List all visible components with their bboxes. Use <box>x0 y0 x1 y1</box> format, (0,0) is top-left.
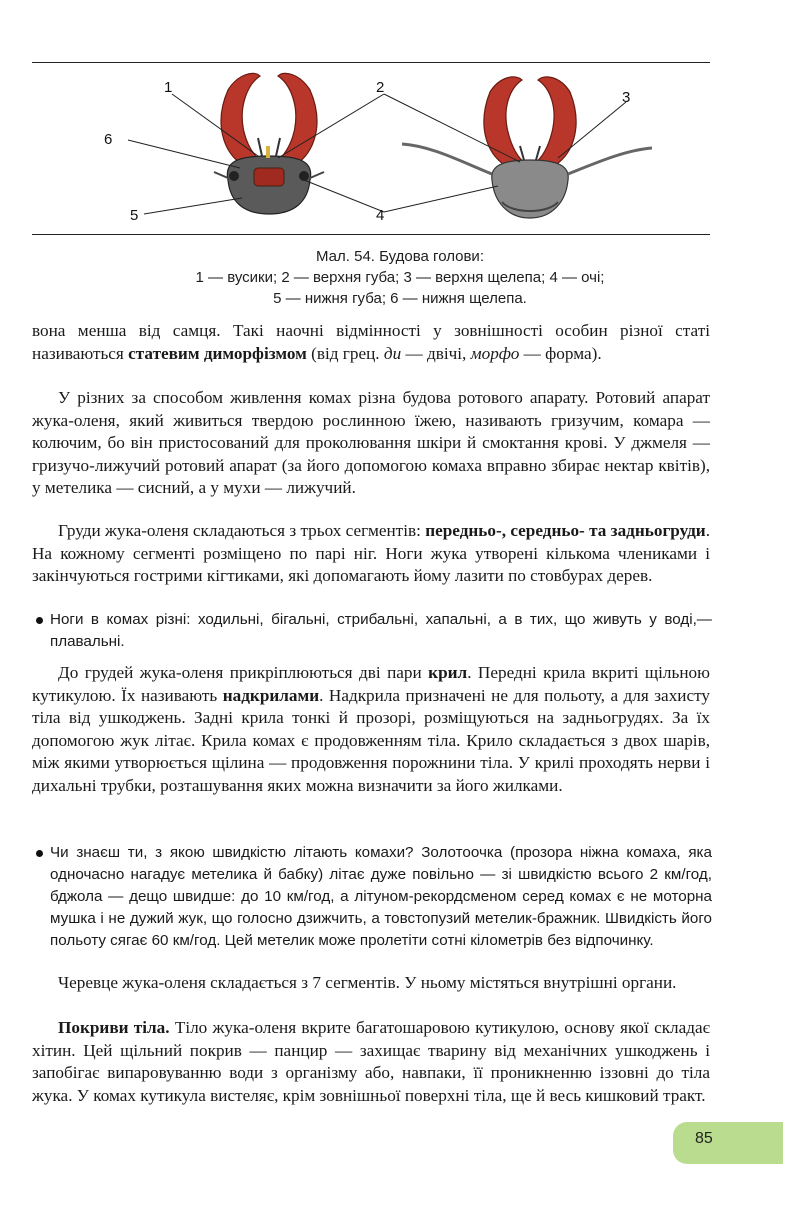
paragraph-thorax <box>32 520 710 588</box>
figure-label-4: 4 <box>376 207 385 224</box>
text: . На кожному сегменті розміщено по парі ніг. Ноги жука утворені кількома члениками і закінчуються гострими кігтиками, які допомагають йому лазити по стовбурах дерев. <box>32 521 710 586</box>
paragraph-abdomen <box>32 972 710 995</box>
paragraph-text: Черевце жука-оленя складається з 7 сегментів. У ньому містяться внутрішні органи. <box>58 973 677 992</box>
term: передньо-, середньо- та задньогруди <box>425 521 706 540</box>
text: Тіло жука-оленя вкрите багатошаровою кутикулою, основу якої складає хітин. Цей щільний покрив — панцир — захищає тварину від механічних ушкоджень і запобігає випаровуванню води з організму або, навпаки, її проникненню іззовні до тіла жука. У комах кутикула вистеляє, крім зовнішньої поверхні тіла, ще й весь кишковий тракт. <box>32 1018 711 1105</box>
beetle-head-front <box>214 73 324 214</box>
beetle-head-figure <box>32 62 710 234</box>
paragraph-covers <box>32 1017 710 1107</box>
note-legs <box>36 609 712 653</box>
bullet-icon <box>36 617 43 624</box>
term: ди <box>383 343 402 363</box>
figure-label-3: 3 <box>622 89 631 106</box>
text: (від грец. <box>306 343 384 363</box>
beetle-head-back <box>402 77 652 218</box>
page-number: 85 <box>695 1130 713 1147</box>
note-text: Чи знаєш ти, з якою швидкістю літають комахи? Золотоочка (прозора ніжна комаха, яка одночасно нагадує метелика й бабку) літає дуже повільно — зі швидкістю всього 2 км/год, бджола — дещо швидше: до 10 км/год, а літуном-рекордсменом серед комах є не моторна мушка і не дужий жук, що голосно дзижчить, а товстопузий метелик-бражник. Швидкість його польоту сягає 60 км/год. Цей метелик може пролетіти сотні кілометрів без відпочинку. <box>50 844 712 949</box>
term: надкрилами <box>222 685 320 705</box>
term: Покриви тіла. <box>58 1018 170 1037</box>
note-speed <box>36 842 712 952</box>
page-number-tab <box>673 1122 783 1164</box>
text: — двічі, <box>401 343 471 363</box>
figure-label-6: 6 <box>104 131 113 148</box>
figure-label-1: 1 <box>164 79 173 96</box>
text: вона менша від самця. Такі наочні відмінності у зовнішності особин різної статі називаються <box>32 321 710 363</box>
note-text: Ноги в комах різні: ходильні, бігальні, стрибальні, хапальні, а в тих, що живуть у воді,— плавальні. <box>50 611 712 650</box>
bottom-rule <box>32 234 710 235</box>
caption-line: 5 — нижня губа; 6 — нижня щелепа. <box>273 290 527 307</box>
figure-caption <box>0 246 800 309</box>
term: статевим диморфізмом <box>128 343 307 363</box>
text: . Надкрила призначені не для польоту, а для захисту тіла від ушкоджень. Задні крила тонкі й прозорі, розміщуються на задньогрудях. За їх допомогою жук літає. Крила комах є продовженням тіла. Крило складається з двох шарів, між якими утворюється щілина — продовження порожнини тіла. У крилі проходять нерви і дихальні трубки, розташування яких можна визначити за його жилками. <box>32 685 710 795</box>
text: — форма). <box>519 343 602 363</box>
paragraph-text: У різних за способом живлення комах різна будова ротового апарату. Ротовий апарат жука-оленя, який живиться твердою рослинною їжею, називають гризучим, комара — колючим, бо він пристосований для проколювання шкіри й смоктання крові. У джмеля — гризучо-лижучий ротовий апарат (за його допомогою комаха вправно збирає нектар квітів), у метелика — сисний, а у мухи — лижучий. <box>32 388 710 498</box>
term: крил <box>428 663 468 682</box>
caption-title: Мал. 54. Будова голови: <box>316 248 484 265</box>
text: . Передні крила вкриті щільною кутикулою. Їх називають <box>32 663 710 705</box>
text: До грудей жука-оленя прикріплюються дві пари <box>58 663 429 682</box>
paragraph-wings <box>32 662 710 798</box>
term: морфо <box>470 343 520 363</box>
paragraph-mouthparts <box>32 387 710 500</box>
bullet-icon <box>36 850 43 857</box>
figure-label-5: 5 <box>130 207 139 224</box>
caption-line: 1 — вусики; 2 — верхня губа; 3 — верхня щелепа; 4 — очі; <box>195 269 605 286</box>
figure-label-2: 2 <box>376 79 385 96</box>
text: Груди жука-оленя складаються з трьох сегментів: <box>58 521 426 540</box>
paragraph-dimorphism <box>32 320 710 365</box>
